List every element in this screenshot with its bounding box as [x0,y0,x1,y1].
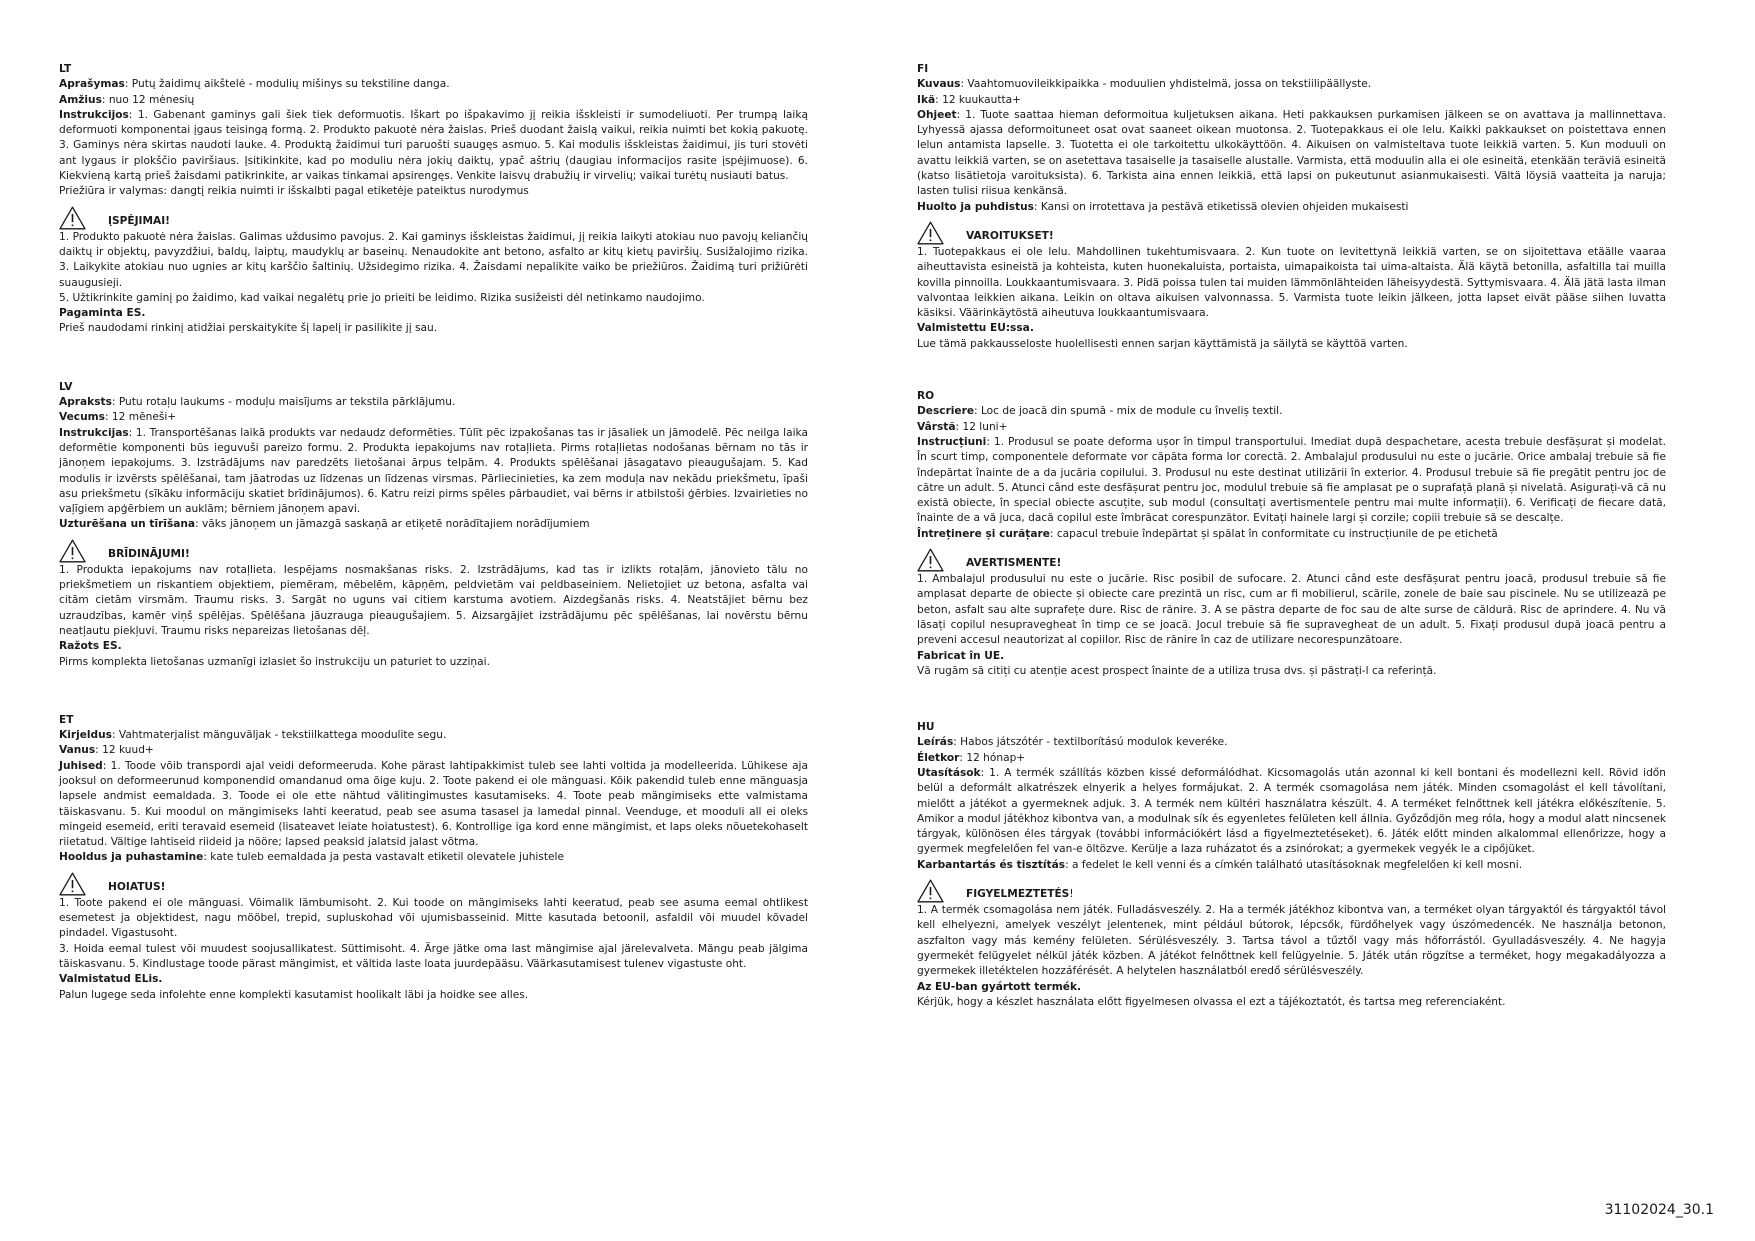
warning-text: 1. Produkta iepakojums nav rotaļlieta. Iespējams nosmakšanas risks. 2. Izstrādājums, kad tas ir izlikts rotaļām, jānovieto tālu no priekšmetiem un riskantiem objektiem, piemēram, mēbelēm, kāpņēm, peldvietām vai peldbaseiniem. Nelietojiet uz betona, asfalta vai citām cietām virsmām. Traumu risks. 3. Sargāt no uguns vai citiem karstuma avotiem. Aizdegšanās risks. 4. Neatstājiet bērnu bez uzraudzības, kamēr viņš spēlējas. Spēlēšana jāuzrauga pieaugušajiem. 5. Aizsargājiet izstrādājumu pēc spēlēšanas, lai novērstu bērnu neatļautu piekļuvi. Traumu risks nepareizas lietošanas dēļ. [59,563,808,637]
age-line [59,743,808,758]
care-label: Huolto ja puhdistus [917,200,1034,213]
warning-text: 1. A termék csomagolása nem játék. Fulladásveszély. 2. Ha a termék játékhoz kibontva van, a terméket olyan tárgyaktól és tárgyaktól távol kell elhelyezni, amelyek veszélyt jelentenek, mint például bútorok, lépcsők, fürdőhelyek vagy úszómedencék. Ne használja betonon, aszfalton vagy más kemény felületen. Sérülésveszély. 3. Tartsa távol a tűztől vagy más hőforrástól. Gyulladásveszély. 4. Ne hagyja gyermekét felügyelet nélkül játék közben. A játékot felnőttnek kell felügyelnie. 5. Játék után rögzítse a terméket, hogy megakadályozza a gyermekek illetéktelen hozzáférését. A helytelen használatból eredő sérülésveszély. [917,904,1666,978]
description-line [917,77,1666,92]
language-code: LT [59,63,72,75]
instructions-label: Instrucțiuni [917,435,987,448]
warning-text: 1. Ambalajul produsului nu este o jucărie. Risc posibil de sufocare. 2. Atunci când este desfășurat pentru joacă, produsul trebuie să fie amplasat departe de obiecte și obiecte care prezintă un risc, cum ar fi mobilierul, scările, zonele de baie sau piscinele. Nu se utilizează pe beton, asfalt sau alte suprafețe dure. Risc de rănire. 3. A se păstra departe de foc sau de alte surse de căldură. Risc de aprindere. 4. Nu vă lăsați copilul nesupravegheat în timp ce se joacă. Jocul trebuie să fie supravegheat de un adult. 5. Fixați produsul după joacă pentru a preveni accesul neautorizat al copiilor. Risc de rănire în caz de utilizare necorespunzătoare. [917,573,1666,647]
warning-title: VAROITUKSET! [966,229,1054,242]
read-note: Lue tämä pakkausseloste huolellisesti ennen sarjan käyttämistä ja säilytä se käyttöä varten. [917,337,1408,350]
left-column [59,62,808,1003]
description-text: : Putu rotaļu laukums - moduļu maisījums ar tekstila pārklājumu. [111,396,456,409]
description-line [59,728,808,743]
warning-triangle-icon [59,872,86,896]
instructions-text: : 1. Transportēšanas laikā produkts var nedaudz deformēties. Tūlīt pēc izpakošanas tas ir jāsaliek un jāmodelē. Pēc neilga laika deformētie komponenti būs ieguvuši pareizo formu. 2. Produkta iepakojums nav rotaļlieta. Pirms rotaļlietas nodošanas bērnam no tās ir jānoņem iepakojums. 3. Izstrādājums nav paredzēts lietošanai ārpus telpām. 4. Produkts spēlēšanai jāsagatavo pieaugušajam. 5. Kad modulis ir izvērsts spēlēšanai, tam jāatrodas uz līdzenas un līdzenas virsmas. Pārliecinieties, ka zem moduļa nav nekādu priekšmetu, īpaši asu priekšmetu (sīkāku informāciju skatiet brīdinājumos). 6. Katru reizi pirms spēles pārbaudiet, vai bērns ir atbilstoši ģērbies. Izvairieties no vaļīgiem apģērbiem un auklām; bērniem jānoņem apavi. [59,426,808,516]
description-text: : Vaahtomuovileikkipaikka - moduulien yhdistelmä, jossa on tekstiilipäällyste. [960,78,1372,91]
description-text: : Putų žaidimų aikštelė - modulių mišinys su tekstiline danga. [124,78,450,91]
instructions-paragraph [59,759,808,851]
care-line [59,850,808,865]
section-lv [59,380,808,670]
instructions-label: Instrukcijas [59,426,129,439]
care-label: Uzturēšana un tīrīšana [59,518,196,531]
description-line [917,404,1666,419]
description-label: Kirjeldus [59,729,112,742]
instructions-label: Instrukcijos [59,108,129,121]
age-line [59,93,808,108]
instructions-paragraph [917,766,1666,858]
read-note: Pirms komplekta lietošanas uzmanīgi izlasiet šo instrukciju un paturiet to uzziņai. [59,655,490,668]
instructions-text: : 1. A termék szállítás közben kissé deformálódhat. Kicsomagolás után azonnal ki kell bontani és modellezni kell. Rövid időn belül a deformált alkatrészek elnyerik a helyes formájukat. 2. A termék csomagolása nem játék. Minden csomagolást el kell távolítani, mielőtt a játékot a gyermeknek adjuk. 3. A termék nem kültéri használatra készült. 4. A terméket felnőttnek kell játékra előkészítenie. 5. Amikor a modul játékhoz kibontva van, a modulnak sík és egyenletes felületen kell állnia. Győződjön meg róla, hogy a modul alatt nincsenek tárgyak, különösen éles tárgyak (további információkért lásd a figyelmeztetéseket). 6. Játék előtt minden alkalommal ellenőrizze, hogy a gyermek megfelelően fel van-e öltözve. Kerülje a laza ruházatot és a zsinórokat; a gyermekek vegyék le a cipőjüket. [917,766,1666,856]
age-label: Vârstă [917,420,956,433]
age-label: Vanus [59,744,96,757]
language-code: RO [917,390,935,403]
warning-triangle-icon [917,879,944,903]
warning-title: HOIATUS! [108,880,166,893]
age-text: : 12 kuud+ [95,744,154,757]
warning-triangle-icon [59,206,86,230]
instructions-text: : 1. Produsul se poate deforma ușor în timpul transportului. Imediat după despachetare, acesta trebuie desfășurat și modelat. În scurt timp, componentele deformate vor căpăta forma lor corectă. 2. Ambalajul produsului nu este o jucărie. Orice ambalaj trebuie să fie îndepărtat înainte de a da jucăria copilului. 3. Produsul nu este destinat utilizării în exterior. 4. Produsul trebuie să fie pregătit pentru joc de către un adult. 5. Atunci când este desfășurat pentru joc, modulul trebuie să fie amplasat pe o suprafață plană și nivelată. Asigurați-vă că nu există obiecte, în special obiecte ascuțite, sub modul (consultați avertismentele pentru mai multe informații). 6. Verificați de fiecare dată, înainte de a vă juca, dacă copilul este îmbrăcat corespunzător. Evitați hainele largi și corzile; copiii trebuie să se descalțe. [917,435,1666,525]
care-line [59,184,808,199]
care-line [917,858,1666,873]
description-label: Descriere [917,405,975,418]
warning-text: 1. Produkto pakuotė nėra žaislas. Galimas uždusimo pavojus. 2. Kai gaminys išskleistas žaidimui, jį reikia laikyti atokiau nuo pavojų keliančių daiktų ir objektų, pavyzdžiui, baldų, laiptų, maudyklų ar baseinų. Nenaudokite ant betono, asfalto ar kitų kietų paviršių. Susižalojimo rizika. 3. Laikykite atokiau nuo ugnies ar kitų karščio šaltinių. Užsidegimo rizika. 4. Žaisdami nepalikite vaiko be priežiūros. Žaidimą turi prižiūrėti suaugusieji. [59,230,808,289]
care-text: : kate tuleb eemaldada ja pesta vastavalt etiketil olevatele juhistele [203,851,564,864]
read-note: Palun lugege seda infolehte enne komplekti kasutamist hoolikalt läbi ja hoidke see alles. [59,988,529,1001]
warning-title-text: FIGYELMEZTETÉS [966,888,1070,901]
description-line [59,77,808,92]
warning-title [966,887,1074,902]
care-label: Întreținere și curățare [917,527,1050,540]
warning-title: AVERTISMENTE! [966,557,1062,570]
read-note: Vă rugăm să citiți cu atenție acest prospect înainte de a utiliza trusa dvs. și păstrați-l ca referință. [917,664,1437,677]
age-line [917,751,1666,766]
instructions-paragraph [59,426,808,518]
warning-title: ĮSPĖJIMAI! [108,214,170,227]
warning-header [917,548,1666,572]
age-text: : 12 hónap+ [959,751,1026,764]
age-label: Vecums [59,411,105,424]
care-label: Karbantartás és tisztítás [917,858,1066,871]
made-in-label: Valmistatud ELis. [59,973,163,986]
right-column [917,62,1666,1010]
document-code: 31102024_30.1 [1604,1202,1714,1218]
made-in-label: Ražots ES. [59,640,122,653]
age-line [59,410,808,425]
description-line [59,395,808,410]
warning-header [917,221,1666,245]
instructions-text: : 1. Gabenant gaminys gali šiek tiek deformuotis. Iškart po išpakavimo jį reikia išskleisti ir sumodeliuoti. Per trumpą laiką deformuoti komponentai įgaus teisingą formą. 2. Produkto pakuotė nėra žaislas. Prieš duodant žaislą vaikui, reikia nuimti bet kokią pakuotę. 3. Gaminys nėra skirtas naudoti lauke. 4. Produktą žaidimui turi paruošti suaugęs asmuo. 5. Kai modulis išskleistas žaidimui, jis turi stovėti ant lygaus ir plokščio paviršiaus. Įsitikinkite, kad po moduliu nėra jokių daiktų, ypač aštrių (daugiau informacijos rasite įspėjimuose). 6. Kiekvieną kartą prieš žaisdami patikrinkite, ar vaikas tinkamai apsirengęs. Venkite laisvų drabužių ir virvelių; vaikai turėtų nusiauti batus. [59,108,808,183]
age-text: : 12 kuukautta+ [935,93,1021,106]
warning-triangle-icon [917,221,944,245]
instructions-label: Juhised [59,759,103,772]
language-code: ET [59,713,74,726]
section-hu [917,720,1666,1010]
instructions-text: : 1. Tuote saattaa hieman deformoitua kuljetuksen aikana. Heti pakkauksen purkamisen jälkeen se on avattava ja mallinnettava. Lyhyessä ajassa deformoituneet osat ovat saaneet oikean muotonsa. 2. Tuotepakkaus ei ole lelu. Kaikki pakkaukset on poistettava ennen lelun antamista lapselle. 3. Tuotetta ei ole tarkoitettu ulkokäyttöön. 4. Aikuisen on valmisteltava tuote leikkiä varten. 5. Kun moduuli on avattu leikkiä varten, se on asetettava tasaiselle ja tasaiselle alustalle. Varmista, että moduulin alla ei ole esineitä, etenkään teräviä esineitä (katso lisätietoja varoituksista). 6. Tarkista aina ennen leikkiä, että lapsi on pukeutunut asianmukaisesti. Vältä löysiä vaatteita ja naruja; lasten tulisi riisua kenkänsä. [917,108,1666,198]
age-label: Ikä [917,93,936,106]
made-in-label: Pagaminta ES. [59,307,146,320]
description-label: Apraksts [59,396,112,409]
warning-triangle-icon [917,548,944,572]
care-text: : Kansi on irrotettava ja pestävä etiketissä olevien ohjeiden mukaisesti [1033,200,1409,213]
description-label: Kuvaus [917,78,961,91]
care-label: Hooldus ja puhastamine [59,851,204,864]
warning-header [917,879,1666,903]
section-lt [59,62,808,337]
warning-text-continued: 3. Hoida eemal tulest või muudest soojusallikatest. Süttimisoht. 4. Ärge jätke oma last mängimise ajal järelevalveta. Mängu peab jälgima täiskasvanu. 5. Kindlustage toode pärast mängimist, et vältida laste loata juurdepääsu. Väärkasutamisest tulenev vigastuste oht. [59,942,808,970]
instructions-paragraph [917,435,1666,527]
warning-header [59,872,808,896]
description-text: : Habos játszótér - textilborítású modulok keveréke. [953,736,1228,749]
description-text: : Vahtmaterjalist mänguväljak - tekstiilkattega moodulite segu. [111,729,447,742]
warning-text: 1. Toote pakend ei ole mänguasi. Võimalik lämbumisoht. 2. Kui toode on mängimiseks lahti keeratud, peab see asuma eemal ohtlikest esemetest ja objektidest, nagu mööbel, trepid, supluskohad või ujumisbasseinid. Mitte kasutada betoonil, asfaldil või muudel kõvadel pindadel. Vigastusoht. [59,896,808,940]
section-ro [917,389,1666,679]
age-label: Amžius [59,93,102,106]
care-text: : vāks jānoņem un jāmazgā saskaņā ar etiķetē norādītajiem norādījumiem [195,518,590,531]
warning-header [59,206,808,230]
care-line [917,527,1666,542]
care-line [59,517,808,532]
warning-header [59,539,808,563]
made-in-label: Az EU-ban gyártott termék. [917,980,1082,993]
language-code: FI [917,63,929,75]
instructions-label: Ohjeet [917,108,957,121]
care-text: : capacul trebuie îndepărtat și spălat în conformitate cu instrucțiunile de pe etichetă [1049,527,1498,540]
age-text: : nuo 12 mėnesių [101,93,195,106]
description-line [917,735,1666,750]
language-code: HU [917,721,935,734]
section-fi [917,62,1666,352]
instructions-text: : 1. Toode võib transpordi ajal veidi deformeeruda. Kohe pärast lahtipakkimist tuleb see lahti voltida ja modelleerida. Lühikese aja jooksul on deformeerunud komponendid omandanud oma õige kuju. 2. Toote pakend ei ole mänguasi. Kõik pakendid tuleb enne mänguasja lapsele andmist eemaldada. 3. Toode ei ole ette nähtud välitingimustes kasutamiseks. 4. Toote peab mängimiseks ette valmistama täiskasvanu. 5. Kui moodul on mängimiseks lahti keeratud, peab see asuma tasasel ja lamedal pinnal. Veenduge, et mooduli all ei oleks mingeid esemeid, eriti teravaid esemeid (lisateavet leiate hoiatustest). 6. Kontrollige iga kord enne mängimist, et laps oleks nõuetekohaselt riietatud. Vältige lahtiseid riideid ja nööre; lapsed peaksid jalatsid jalast võtma. [59,759,808,849]
instructions-paragraph [917,108,1666,200]
warning-triangle-icon [59,539,86,563]
description-label: Aprašymas [59,78,125,91]
description-text: : Loc de joacă din spumă - mix de module cu înveliș textil. [974,405,1283,418]
language-code: LV [59,380,73,393]
care-text: Priežiūra ir valymas: dangtį reikia nuimti ir išskalbti pagal etiketėje pateiktus nurodymus [59,185,529,198]
section-et [59,713,808,1003]
warning-title-suffix: ! [1069,888,1074,901]
instructions-label: Utasítások [917,766,981,779]
read-note: Prieš naudodami rinkinį atidžiai perskaitykite šį lapelį ir pasilikite jį sau. [59,322,438,335]
age-line [917,93,1666,108]
care-line [917,200,1666,215]
made-in-label: Fabricat în UE. [917,649,1005,662]
age-line [917,420,1666,435]
warning-title: BRĪDINĀJUMI! [108,547,190,560]
age-label: Életkor [917,751,960,764]
instructions-paragraph [59,108,808,184]
made-in-label: Valmistettu EU:ssa. [917,322,1034,335]
age-text: : 12 luni+ [955,420,1008,433]
warning-text: 1. Tuotepakkaus ei ole lelu. Mahdollinen tukehtumisvaara. 2. Kun tuote on levitettynä leikkiä varten, se on sijoitettava etäälle vaaraa aiheuttavista esineistä ja kohteista, kuten huonekaluista, portaista, uimapaikoista tai uima-altaista. Älä käytä betonilla, asfaltilla tai muilla kovilla pinnoilla. Loukkaantumisvaara. 3. Pidä poissa tulen tai muiden lämmönlähteiden läheisyydestä. Syttymisvaara. 4. Älä jätä lasta ilman valvontaa leikkien aikana. Leikin on oltava aikuisen valvonnassa. 5. Varmista tuote leikin jälkeen, jotta lapset eivät pääse siihen luvatta käsiksi. Väärinkäytöstä aiheutuva loukkaantumisvaara. [917,245,1666,320]
description-label: Leírás [917,736,954,749]
warning-text-continued: 5. Užtikrinkite gaminį po žaidimo, kad vaikai negalėtų prie jo prieiti be leidimo. Rizika susižeisti dėl netinkamo naudojimo. [59,291,705,304]
age-text: : 12 mēneši+ [104,411,177,424]
read-note: Kérjük, hogy a készlet használata előtt figyelmesen olvassa el ezt a tájékoztatót, és tartsa meg referenciaként. [917,995,1506,1008]
care-text: : a fedelet le kell venni és a címkén található utasításoknak megfelelően ki kell mosni. [1065,858,1523,871]
